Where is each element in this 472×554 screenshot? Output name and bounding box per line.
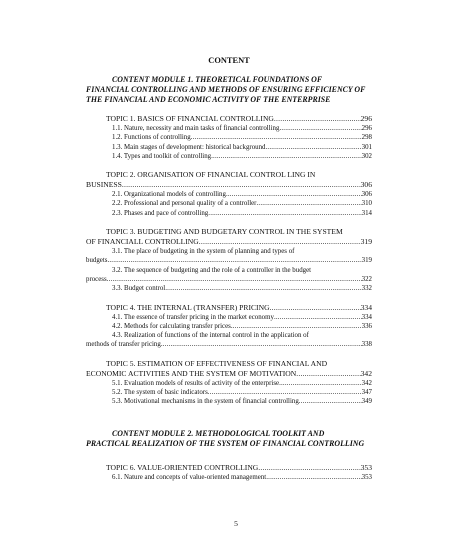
toc-entry-title: 1.4. Types and toolkit of controlling bbox=[112, 152, 212, 160]
toc-entry-1-4[interactable] bbox=[86, 152, 372, 161]
toc-entry-5-3[interactable] bbox=[86, 397, 372, 406]
toc-entry-3-2[interactable] bbox=[86, 266, 372, 285]
dot-leader bbox=[199, 237, 361, 247]
toc-entry-title: 5.1. Evaluation models of results of activity of the enterprise bbox=[112, 379, 280, 387]
toc-topic-6-heading[interactable] bbox=[86, 463, 372, 473]
toc-entry-3-3[interactable] bbox=[86, 284, 372, 293]
module-1-heading-first-line: CONTENT MODULE 1. THEORETICAL FOUNDATIONS OF bbox=[112, 75, 323, 84]
toc-topic-5-title-first: TOPIC 5. ESTIMATION OF EFFECTIVENESS OF FINANCIAL AND bbox=[106, 358, 328, 368]
toc-entry-title-rest: process bbox=[86, 275, 107, 283]
toc-topic-1 bbox=[86, 114, 372, 161]
dot-leader bbox=[296, 369, 360, 379]
toc-entry-title: 6.1. Nature and concepts of value-oriented management bbox=[112, 473, 267, 481]
toc-entry-page: 319 bbox=[361, 257, 372, 265]
toc-topic-1-title: TOPIC 1. BASICS OF FINANCIAL CONTROLLING bbox=[106, 114, 274, 123]
toc-topic-1-page: 296 bbox=[360, 114, 372, 123]
toc-entry-title-first: 3.2. The sequence of budgeting and the role of a controller in the budget bbox=[112, 266, 312, 274]
toc-entry-title: 3.3. Budget control bbox=[112, 285, 166, 293]
toc-entry-title: 1.3. Main stages of development: historical background bbox=[112, 143, 266, 151]
toc-entry-page: 334 bbox=[361, 313, 372, 321]
dot-leader bbox=[161, 340, 362, 349]
dot-leader bbox=[165, 284, 361, 293]
toc-entry-page: 314 bbox=[361, 209, 372, 217]
toc-topic-5-title-rest: ECONOMIC ACTIVITIES AND THE SYSTEM OF MOTIVATION bbox=[86, 368, 297, 378]
toc-topic-5 bbox=[86, 359, 372, 407]
toc-entry-page: 349 bbox=[361, 398, 372, 406]
toc-entry-2-1[interactable] bbox=[86, 190, 372, 199]
module-2-heading-rest: PRACTICAL REALIZATION OF THE SYSTEM OF FINANCIAL CONTROLLING bbox=[86, 438, 365, 448]
toc-entry-5-1[interactable] bbox=[86, 379, 372, 388]
dot-leader bbox=[265, 143, 361, 152]
toc-topic-2-heading[interactable] bbox=[86, 170, 372, 190]
toc-entry-1-1[interactable] bbox=[86, 124, 372, 133]
toc-topic-3 bbox=[86, 227, 372, 293]
toc-entry-title: 1.2. Functions of controlling bbox=[112, 134, 191, 142]
dot-leader bbox=[274, 114, 361, 124]
toc-entry-title-first: 3.1. The place of budgeting in the system of planning and types of bbox=[112, 248, 295, 256]
module-1-heading-rest: FINANCIAL CONTROLLING AND METHODS OF ENSURING EFFICIENCY OF THE FINANCIAL AND ECONOMIC ACTIVITY OF THE ENTERPRISE bbox=[86, 85, 366, 104]
toc-topic-3-heading[interactable] bbox=[86, 227, 372, 247]
toc-topic-4-title: TOPIC 4. THE INTERNAL (TRANSFER) PRICING bbox=[106, 302, 270, 312]
dot-leader bbox=[258, 463, 360, 473]
toc-entry-4-3[interactable] bbox=[86, 331, 372, 350]
toc-topic-3-title-rest: OF FINANCIALL CONTROLLING bbox=[86, 237, 199, 247]
dot-leader bbox=[208, 209, 361, 218]
toc-entry-title: 4.2. Methods for calculating transfer prices bbox=[112, 322, 231, 330]
toc-topic-5-page: 342 bbox=[360, 368, 372, 378]
toc-topic-2-title-first: TOPIC 2. ORGANISATION OF FINANCIAL CONTROL LING IN bbox=[106, 170, 316, 180]
toc-topic-4-heading[interactable] bbox=[86, 303, 372, 313]
toc-topic-3-title-first: TOPIC 3. BUDGETING AND BUDGETARY CONTROL IN THE SYSTEM bbox=[106, 227, 343, 237]
toc-entry-title: 5.3. Motivational mechanisms in the system of financial controlling bbox=[112, 398, 299, 406]
dot-leader bbox=[208, 388, 362, 397]
dot-leader bbox=[279, 124, 361, 133]
dot-leader bbox=[107, 275, 362, 284]
dot-leader bbox=[122, 180, 361, 190]
dot-leader bbox=[231, 322, 362, 331]
toc-entry-title: 2.3. Phases and pace of controlling bbox=[112, 209, 209, 217]
toc-entry-page: 338 bbox=[361, 341, 372, 349]
toc-entry-page: 296 bbox=[361, 125, 372, 132]
toc-entry-5-2[interactable] bbox=[86, 388, 372, 397]
dot-leader bbox=[256, 199, 361, 208]
table-of-contents bbox=[86, 56, 372, 482]
toc-topic-6-title: TOPIC 6. VALUE-ORIENTED CONTROLLING bbox=[106, 462, 259, 472]
toc-entry-page: 301 bbox=[361, 143, 372, 151]
dot-leader bbox=[211, 152, 362, 161]
page-number: 5 bbox=[234, 519, 238, 528]
toc-topic-5-heading[interactable] bbox=[86, 359, 372, 379]
toc-entry-4-1[interactable] bbox=[86, 313, 372, 322]
toc-topic-2-title-rest: BUSINESS bbox=[86, 180, 122, 190]
toc-entry-title: 4.1. The essence of transfer pricing in the market economy bbox=[112, 313, 274, 321]
dot-leader bbox=[274, 313, 362, 322]
toc-topic-2 bbox=[86, 170, 372, 218]
toc-entry-page: 342 bbox=[361, 379, 372, 387]
toc-entry-title: 5.2. The system of basic indicators bbox=[112, 389, 208, 397]
toc-entry-title: 1.1. Nature, necessity and main tasks of financial controlling bbox=[112, 125, 280, 132]
toc-entry-title: 2.1. Organizational models of controlling bbox=[112, 191, 226, 199]
dot-leader bbox=[299, 397, 362, 406]
toc-entry-6-1[interactable] bbox=[86, 473, 372, 482]
toc-entry-page: 332 bbox=[361, 285, 372, 293]
toc-entry-page: 310 bbox=[361, 200, 372, 208]
toc-topic-4-page: 334 bbox=[360, 302, 372, 312]
toc-entry-page: 302 bbox=[361, 152, 372, 160]
toc-entry-title: 2.2. Professional and personal quality of a controller bbox=[112, 200, 257, 208]
toc-entry-2-3[interactable] bbox=[86, 209, 372, 218]
toc-entry-title-rest: methods of transfer pricing bbox=[86, 341, 161, 349]
content-module-2-heading bbox=[86, 429, 372, 449]
toc-topic-4 bbox=[86, 303, 372, 350]
toc-entry-3-1[interactable] bbox=[86, 247, 372, 266]
toc-topic-2-page: 306 bbox=[360, 180, 372, 190]
toc-entry-page: 336 bbox=[361, 322, 372, 330]
dot-leader bbox=[266, 473, 361, 482]
toc-entry-1-3[interactable] bbox=[86, 143, 372, 152]
page-title: CONTENT bbox=[208, 56, 250, 65]
dot-leader bbox=[226, 190, 362, 199]
toc-entry-page: 306 bbox=[361, 191, 372, 199]
toc-topic-1-heading[interactable] bbox=[86, 114, 372, 124]
content-module-1-heading bbox=[86, 75, 372, 105]
toc-entry-4-2[interactable] bbox=[86, 322, 372, 331]
dot-leader bbox=[270, 303, 361, 313]
toc-topic-6-page: 353 bbox=[360, 462, 372, 472]
toc-topic-6 bbox=[86, 463, 372, 482]
toc-entry-title-first: 4.3. Realization of functions of the internal control in the application of bbox=[112, 332, 309, 340]
toc-entry-1-2[interactable] bbox=[86, 133, 372, 142]
toc-topic-3-page: 319 bbox=[360, 237, 372, 247]
toc-entry-page: 347 bbox=[361, 389, 372, 397]
dot-leader bbox=[107, 256, 361, 265]
toc-entry-2-2[interactable] bbox=[86, 199, 372, 208]
dot-leader bbox=[191, 133, 362, 142]
toc-entry-page: 322 bbox=[361, 275, 372, 283]
module-2-heading-first-line: CONTENT MODULE 2. METHODOLOGICAL TOOLKIT AND bbox=[112, 428, 325, 438]
toc-entry-title-rest: budgets bbox=[86, 257, 108, 265]
dot-leader bbox=[279, 379, 362, 388]
toc-entry-page: 353 bbox=[361, 473, 372, 481]
toc-entry-page: 298 bbox=[361, 134, 372, 142]
